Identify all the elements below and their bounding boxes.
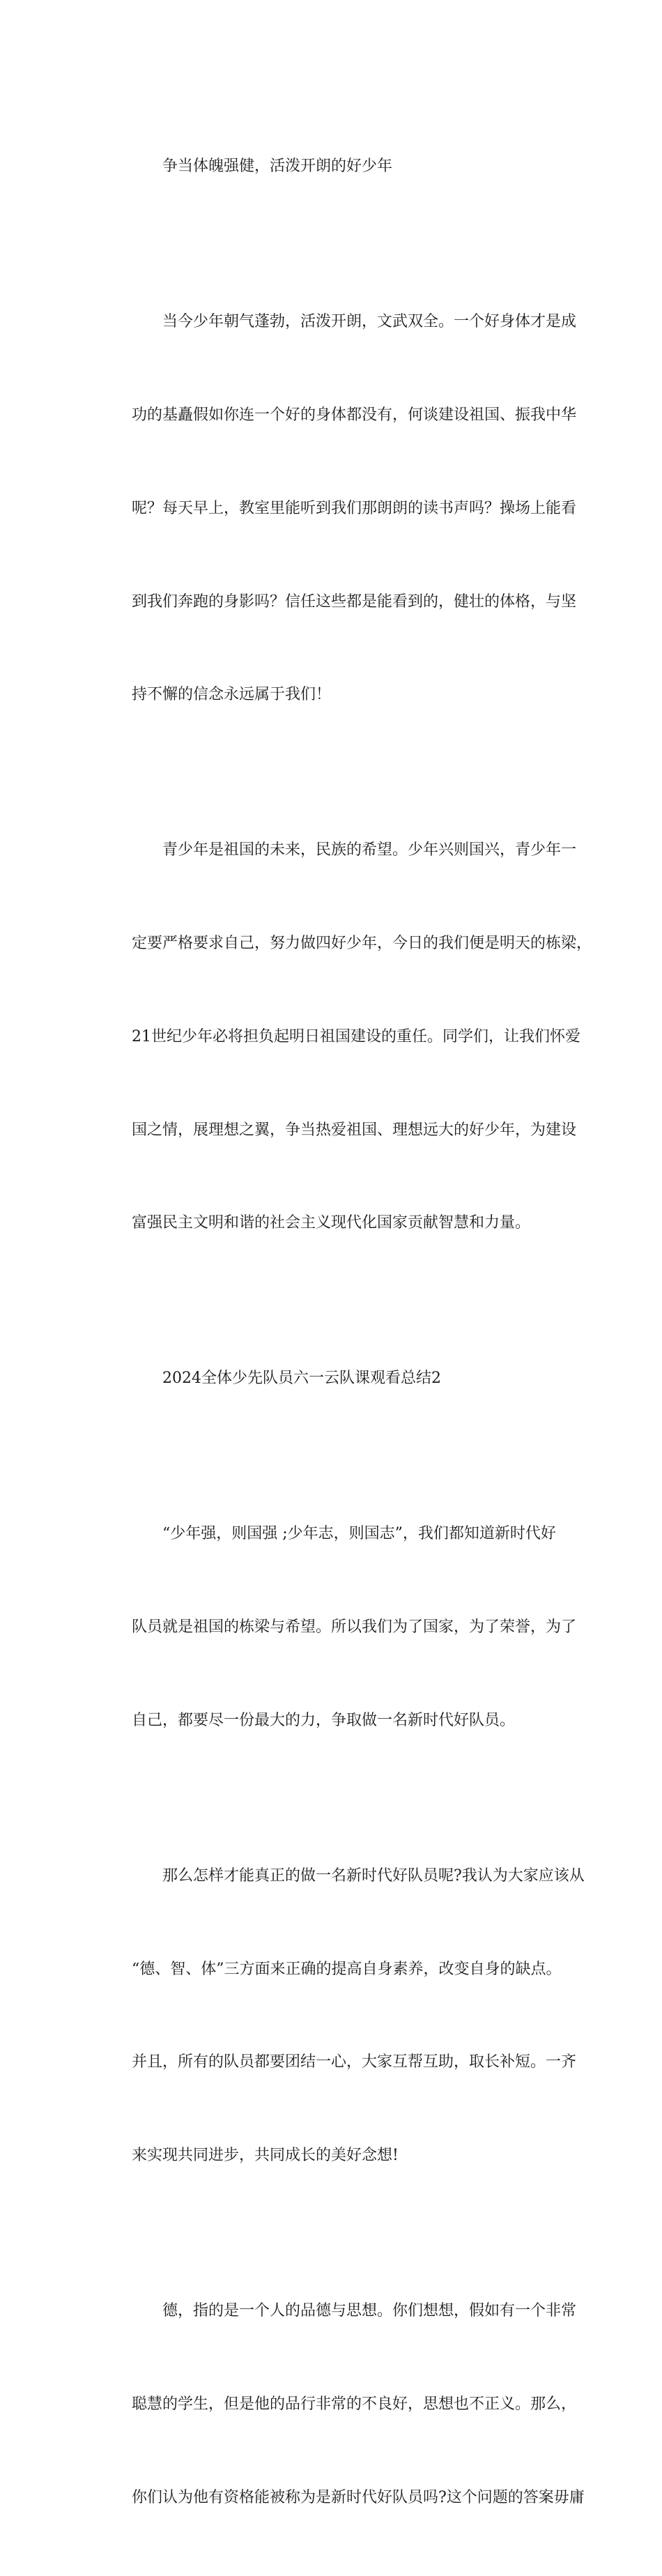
paragraph-2 (101, 245, 576, 773)
text-line: 聪慧的学生，但是他的品行非常的不良好，思想也不正义。那么， (132, 2395, 577, 2413)
text-line: 你们认为他有资格能被称为是新时代好队员吗?这个问题的答案毋庸 (132, 2488, 585, 2506)
text-line: 国之情，展理想之翼，争当热爱祖国、理想远大的好少年，为建设 (132, 1121, 577, 1139)
text-line: 当今少年朝气蓬勃，活泼开朗，文武双全。一个好身体才是成 (162, 313, 577, 331)
text-line: 自己，都要尽一份最大的力，争取做一名新时代好队员。 (132, 1711, 516, 1729)
text-line: 队员就是祖国的栋梁与希望。所以我们为了国家，为了荣誉，为了 (132, 1618, 577, 1636)
text-line: 德，指的是一个人的品德与思想。你们想想，假如有一个非常 (162, 2302, 577, 2320)
text-line: 富强民主文明和谐的社会主义现代化国家贡献智慧和力量。 (132, 1214, 531, 1232)
text-line: 定要严格要求自己，努力做四好少年，今日的我们便是明天的栋梁， (132, 935, 592, 953)
text-line: 争当体魄强健，活泼开朗的好少年 (162, 158, 393, 176)
text-line: 那么怎样才能真正的做一名新时代好队员呢?我认为大家应该从 (162, 1866, 585, 1885)
paragraph-5 (101, 1457, 576, 1799)
text-line: 青少年是祖国的未来，民族的希望。少年兴则国兴，青少年一 (162, 841, 577, 859)
document-body (101, 89, 592, 2576)
text-line: 2024全体少先队员六一云队课观看总结2 (162, 1370, 441, 1388)
paragraph-heading-2 (101, 1301, 576, 1457)
text-line: 到我们奔跑的身影吗？信任这些都是能看到的，健壮的体格，与坚 (132, 592, 577, 611)
text-line: 功的基矗假如你连一个好的身体都没有，何谈建设祖国、振我中华 (132, 406, 577, 424)
paragraph-6 (101, 1799, 585, 2234)
paragraph-3 (101, 773, 592, 1301)
paragraph-7 (101, 2234, 585, 2576)
text-line: 并且，所有的队员都要团结一心，大家互帮互助，取长补短。一齐 (132, 2053, 577, 2071)
text-line: 持不懈的信念永远属于我们！ (132, 686, 332, 704)
text-line: 来实现共同进步，共同成长的美好念想! (132, 2147, 399, 2165)
text-line: “德、智、体”三方面来正确的提高自身素养，改变自身的缺点。 (132, 1960, 562, 1978)
text-line: 21世纪少年必将担负起明日祖国建设的重任。同学们，让我们怀爱 (132, 1027, 580, 1045)
paragraph-heading-1 (101, 89, 576, 245)
text-line: 呢？每天早上，教室里能听到我们那朗朗的读书声吗？操场上能看 (132, 499, 577, 517)
text-line: “少年强，则国强 ;少年志，则国志”，我们都知道新时代好 (162, 1525, 556, 1543)
